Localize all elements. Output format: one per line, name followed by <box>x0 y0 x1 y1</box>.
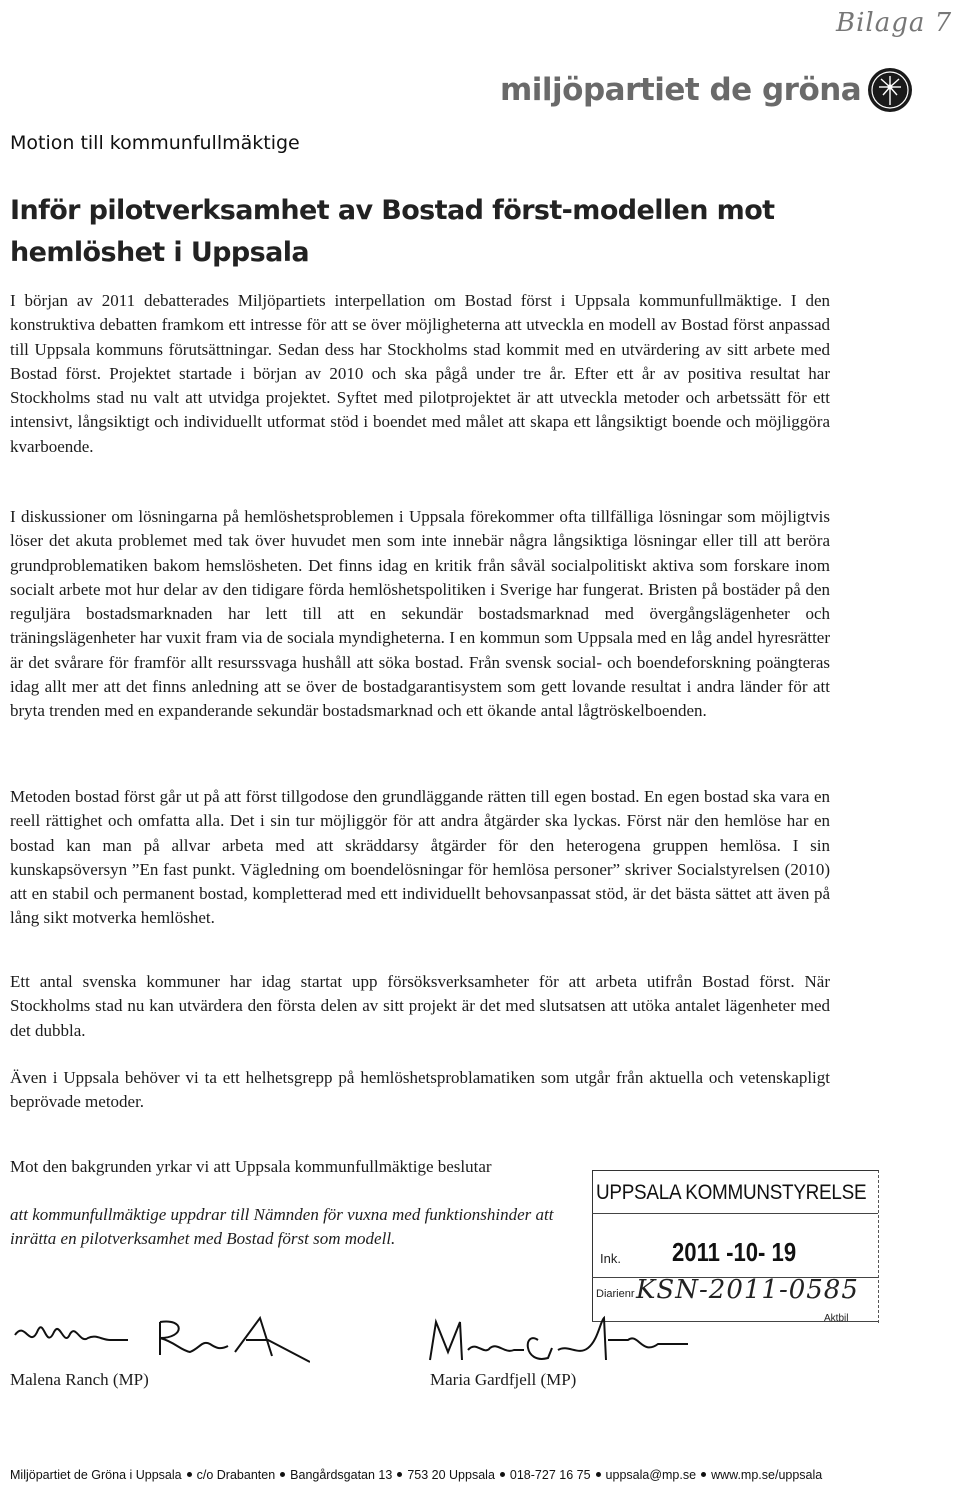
signer-name: Maria Gardfjell <box>430 1370 537 1389</box>
footer-postal: 753 20 Uppsala <box>407 1468 495 1482</box>
footer-co: c/o Drabanten <box>196 1468 276 1482</box>
footer-org: Miljöpartiet de Gröna i Uppsala <box>10 1468 182 1482</box>
bullet-icon <box>596 1472 601 1477</box>
document-title: Inför pilotverksamhet av Bostad först-modellen mot hemlöshet i Uppsala <box>10 195 775 268</box>
signature-malena-ranch <box>10 1300 310 1370</box>
stamp-border <box>592 1171 593 1321</box>
proposal-clause: att kommunfullmäktige uppdrar till Nämnden för vuxna med funktionshinder att inrätta en pilotverksamhet med Bostad först som modell. <box>10 1205 554 1248</box>
stamp-received-date: 2011 -10- 19 <box>672 1237 797 1267</box>
footer-street: Bangårdsgatan 13 <box>290 1468 393 1482</box>
motion-label: Motion till kommunfullmäktige <box>10 132 300 154</box>
body-paragraph: Ett antal svenska kommuner har idag startat upp försöksverksamheter för att arbeta utifrån Bostad först. När Stockholms stad nu kan utvärdera den första delen av sitt projekt är det med slutsatsen att utöka antalet lägenheter med det dubbla. <box>10 972 830 1040</box>
footer-contact <box>10 1468 822 1482</box>
signer-maria-gardfjell <box>430 1370 576 1390</box>
signer-malena-ranch <box>10 1370 149 1390</box>
stamp-akt-label: Aktbil <box>824 1313 849 1324</box>
footer-email[interactable]: uppsala@mp.se <box>605 1468 697 1482</box>
logo-text: miljöpartiet de gröna <box>500 72 862 108</box>
body-paragraph: I diskussioner om lösningarna på hemlöshetsproblemen i Uppsala förekommer ofta tillfälliga lösningar som möjligtvis löser det akuta problemet med tak över huvudet men som inte innebär några långsiktiga lösningar eller till att beröra grundproblematiken bakom hemslösheten. Det finns idag en kritik från såväl socialpolitiskt aktiva som forskare inom socialt arbete mot hur delar av den tidigare förda hemlöshetspolitiken i Sverige har fungerat. Bristen på bostäder på den reguljära bostadsmarknaden har lett till att en sekundär bostadsmarknad med övergångslägenheter och träningslägenheter har vuxit fram via de sociala myndigheterna. I en kommun som Uppsala med en låg andel hyresrätter är det svårare för framför allt resurssvaga hushåll att söka bostad. Från svensk social- och boendeforskning poängteras idag allt mer att det finns anledning att se över de bostadgarantisystem som gett lovande resultat i andra länder för att bryta trenden med en expanderande sekundär bostadsmarknad och ett ökande antal lågtröskelboenden. <box>10 507 830 721</box>
stamp-received-label: Ink. <box>600 1251 621 1266</box>
party-logo <box>500 60 915 120</box>
signer-party: (MP) <box>540 1370 577 1389</box>
bullet-icon <box>397 1472 402 1477</box>
bullet-icon <box>500 1472 505 1477</box>
footer-phone: 018-727 16 75 <box>509 1468 591 1482</box>
body-paragraph: Även i Uppsala behöver vi ta ett helhetsgrepp på hemlöshetsproblamatiken som utgår från aktuella och vetenskapligt beprövade metoder. <box>10 1068 830 1112</box>
signer-name: Malena Ranch <box>10 1370 109 1389</box>
signer-party: (MP) <box>112 1370 149 1389</box>
body-paragraph: I början av 2011 debatterades Miljöpartiets interpellation om Bostad först i Uppsala kommunfullmäktige. I den konstruktiva debatten framkom ett intresse för att se över möjligheterna att utveckla en modell av Bostad först anpassad till Uppsala kommuns förutsättningar. Sedan dess har Stockholms stad kommit med en utvärdering av sitt arbete med Bostad först. Projektet startade i början av 2010 och ska pågå under tre år. Efter ett år av positiva resultat har Stockholms stad nu valt att utvidga projektet. Syftet med pilotprojektet är att utveckla metoder och arbetssätt för ett intensivt, långsiktigt och individuellt utformat stöd i boendet med målet att skapa ett långsiktigt boende och möjliggöra kvarboende. <box>10 291 830 456</box>
signature-maria-gardfjell <box>428 1310 728 1370</box>
dandelion-seal-icon <box>865 65 915 115</box>
registry-stamp <box>592 1170 879 1323</box>
footer-website[interactable]: www.mp.se/uppsala <box>711 1468 823 1482</box>
stamp-authority: UPPSALA KOMMUNSTYRELSE <box>596 1181 867 1204</box>
body-paragraph: Metoden bostad först går ut på att först tillgodose den grundläggande rätten till egen bostad. En egen bostad ska vara en reell rättighet och omfatta alla. Det i sin tur möjliggör för att andra åtgärder ska lyckas. Först när den hemlöse har en bostad kan man på allvar arbeta med att skräddarsy åtgärder för den heterogena gruppen hemlösa. I sin kunskapsöversyn ”En fast punkt. Vägledning om boendelösningar för hemlösa personer” skriver Socialstyrelsen (2010) att en stabil och permanent bostad, kompletterad med ett individuellt behovsanpassat stöd, är det bästa sättet att även på lång sikt motverka hemlöshet. <box>10 787 830 928</box>
closing-intro: Mot den bakgrunden yrkar vi att Uppsala kommunfullmäktige beslutar <box>10 1157 492 1176</box>
stamp-diarie-number: KSN-2011-0585 <box>636 1275 859 1305</box>
stamp-diarie-label: Diarienr <box>596 1288 635 1300</box>
stamp-divider <box>592 1213 878 1214</box>
bullet-icon <box>280 1472 285 1477</box>
bullet-icon <box>187 1472 192 1477</box>
bullet-icon <box>701 1472 706 1477</box>
handwritten-annotation: Bilaga 7 <box>836 8 953 38</box>
